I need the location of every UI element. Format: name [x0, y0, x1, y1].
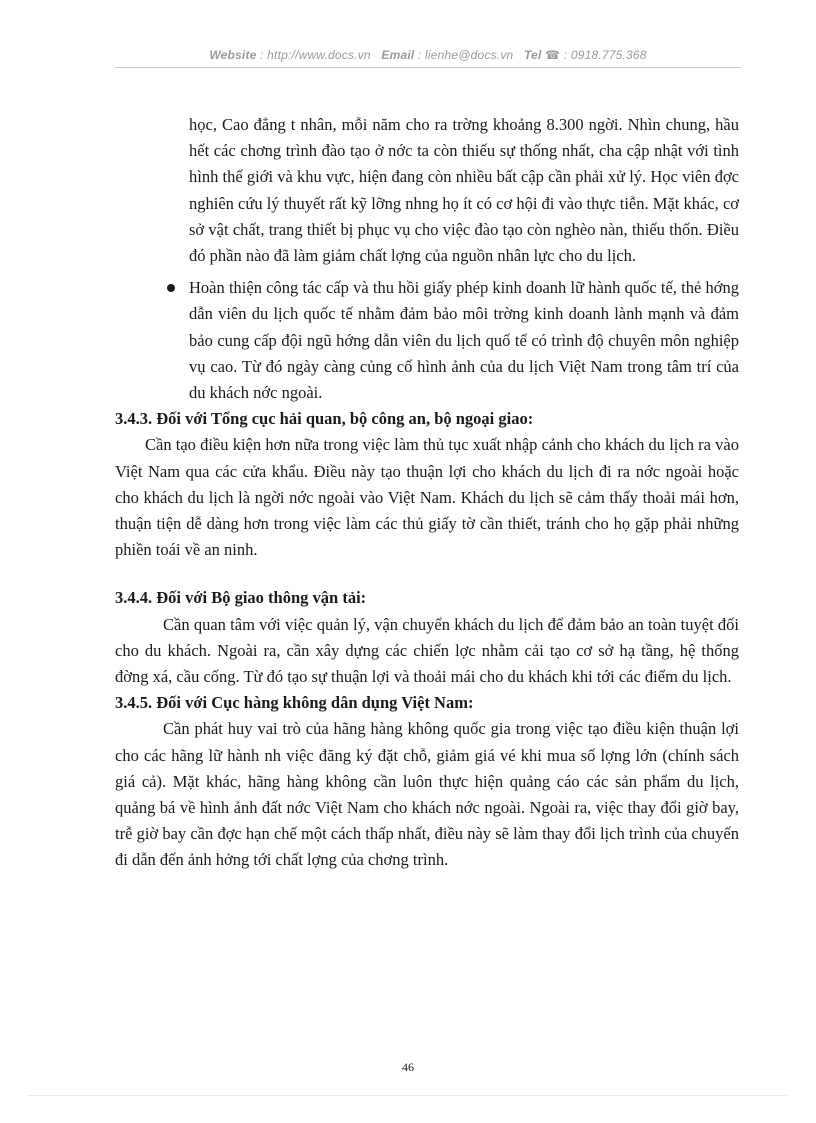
website-value[interactable]: : http://www.docs.vn	[260, 48, 371, 62]
section-heading-3-4-4: 3.4.4. Đối với Bộ giao thông vận tải:	[115, 588, 367, 608]
bullet-item	[115, 275, 739, 406]
tel-label: Tel	[524, 48, 542, 62]
spacer	[115, 563, 739, 585]
section-heading-3-4-5: 3.4.5. Đối với Cục hàng không dân dụng Việt Nam:	[115, 693, 474, 713]
document-body	[115, 112, 739, 874]
bullet-icon	[167, 284, 175, 292]
email-value[interactable]: : lienhe@docs.vn	[417, 48, 514, 62]
bullet-text: Hoàn thiện công tác cấp và thu hồi giấy phép kinh doanh lữ hành quốc tế, thẻ hớng dẫn viên du lịch quốc tế nhằm đảm bảo môi trờng kinh doanh lành mạnh và đảm bảo cung cấp đội ngũ hớng dẫn viên du lịch quố tế có trình độ chuyên môn nghiệp vụ cao. Từ đó ngày càng củng cố hình ảnh của du lịch Việt Nam trong tâm trí của du khách nớc ngoài.	[189, 278, 739, 403]
section-body-3-4-5: Cần phát huy vai trò của hãng hàng không quốc gia trong việc tạo điều kiện thuận lợi cho các hãng lữ hành nh việc đăng ký đặt chỗ, giảm giá vé khi mua số lợng lớn (chính sách giá cả). Mặt khác, hãng hàng không cần luôn thực hiện quảng cáo các sản phẩm du lịch, quảng bá về hình ảnh đất nớc Việt Nam cho khách nớc ngoài. Ngoài ra, việc thay đổi giờ bay, trễ giờ bay cần đợc hạn chế một cách thấp nhất, điều này sẽ làm thay đổi lịch trình của chuyến đi dẫn đến ảnh hởng tới chất lợng của chơng trình.	[115, 719, 739, 870]
website-label: Website	[209, 48, 257, 62]
footer-divider	[28, 1095, 788, 1096]
header-divider	[115, 67, 741, 68]
page-header	[115, 48, 741, 62]
section-body-3-4-4: Cần quan tâm với việc quản lý, vận chuyển khách du lịch để đảm bảo an toàn tuyệt đối cho du khách. Ngoài ra, cần xây dựng các chiến lợc nhằm cải tạo cơ sở hạ tầng, hệ thống đờng xá, cầu cống. Từ đó tạo sự thuận lợi và thoải mái cho du khách khi tới các điểm du lịch.	[115, 614, 739, 687]
phone-icon: ☎	[545, 48, 561, 62]
tel-value: : 0918.775.368	[563, 48, 647, 62]
section-body-3-4-3: Cần tạo điều kiện hơn nữa trong việc làm thủ tục xuất nhập cảnh cho khách du lịch ra vào Việt Nam qua các cửa khẩu. Điều này tạo thuận lợi cho khách du lịch đi ra nớc ngoài hoặc cho khách du lịch là ngời nớc ngoài vào Việt Nam. Khách du lịch sẽ cảm thấy thoải mái hơn, thuận tiện dễ dàng hơn trong việc làm các thủ giấy tờ cần thiết, tránh cho họ gặp phải những phiền toái về an ninh.	[115, 435, 739, 560]
section-heading-3-4-3: 3.4.3. Đối với Tổng cục hải quan, bộ công an, bộ ngoại giao:	[115, 409, 534, 429]
intro-paragraph: học, Cao đẳng t nhân, mỗi năm cho ra trờng khoảng 8.300 ngời. Nhìn chung, hầu hết các chơng trình đào tạo ở nớc ta còn thiếu sự thống nhất, cha cập nhật với tình hình thế giới và khu vực, hiện đang còn nhiều bất cập cần phải xử lý. Học viên đợc nghiên cứu lý thuyết rất kỹ lỡng nhng họ ít có cơ hội đi vào thực tiễn. Mặt khác, cơ sở vật chất, trang thiết bị phục vụ cho việc đào tạo còn nghèo nàn, thiếu thốn. Điều đó phần nào đã làm giảm chất lợng của nguồn nhân lực cho du lịch.	[189, 115, 739, 266]
page-number: 46	[402, 1060, 414, 1074]
email-label: Email	[381, 48, 415, 62]
